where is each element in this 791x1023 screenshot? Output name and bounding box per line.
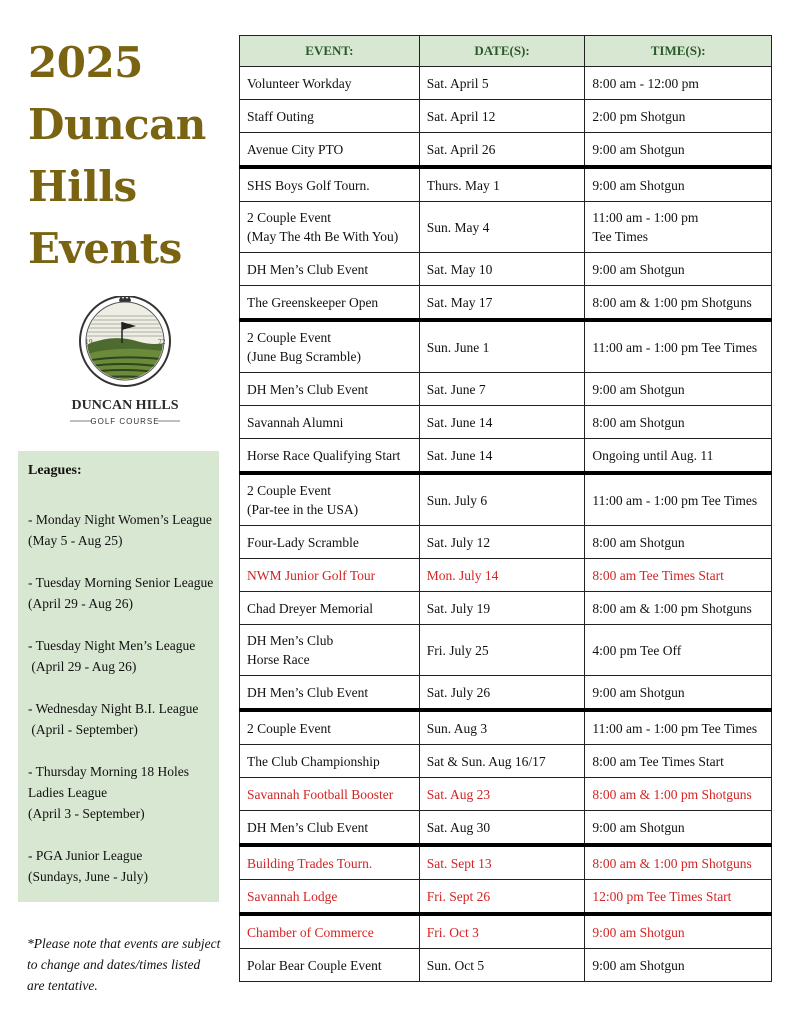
- table-row: [240, 320, 772, 373]
- league-dates: (April 29 - Aug 26): [28, 659, 137, 674]
- event-cell: Staff Outing: [240, 100, 420, 133]
- league-item: [28, 572, 214, 614]
- time-cell: 8:00 am - 12:00 pm: [585, 67, 772, 100]
- date-cell: Sat. June 7: [419, 373, 585, 406]
- league-dates: (May 5 - Aug 25): [28, 533, 123, 548]
- event-name: DH Men’s Club: [247, 633, 334, 648]
- table-row: [240, 625, 772, 676]
- event-name: 2 Couple Event: [247, 330, 331, 345]
- league-title: - Thursday Morning 18 Holes: [28, 764, 189, 779]
- league-title: - Tuesday Morning Senior League: [28, 575, 214, 590]
- event-name: 2 Couple Event: [247, 483, 331, 498]
- league-dates: (Sundays, June - July): [28, 869, 148, 884]
- table-row: [240, 811, 772, 846]
- table-header-row: [240, 36, 772, 67]
- date-cell: Sat. April 26: [419, 133, 585, 168]
- table-row: [240, 133, 772, 168]
- date-cell: Sun. May 4: [419, 202, 585, 253]
- time-cell: 9:00 am Shotgun: [585, 811, 772, 846]
- note-line: *Please note that events are subject: [27, 936, 221, 951]
- table-row: [240, 473, 772, 526]
- event-cell: The Club Championship: [240, 745, 420, 778]
- table-row: [240, 67, 772, 100]
- event-cell: [240, 320, 420, 373]
- date-cell: Sat. Aug 23: [419, 778, 585, 811]
- time-cell: 12:00 pm Tee Times Start: [585, 880, 772, 915]
- date-cell: Sat. June 14: [419, 406, 585, 439]
- date-cell: Sat. April 12: [419, 100, 585, 133]
- event-cell: Building Trades Tourn.: [240, 845, 420, 880]
- logo-emblem: [60, 296, 190, 431]
- time-cell: Ongoing until Aug. 11: [585, 439, 772, 474]
- event-cell: NWM Junior Golf Tour: [240, 559, 420, 592]
- note-line: are tentative.: [27, 978, 98, 993]
- table-row: [240, 167, 772, 202]
- title-line-hills: Hills: [28, 162, 137, 211]
- logo-year-right: 72: [158, 339, 166, 346]
- header-time: TIME(S):: [585, 36, 772, 67]
- page-title: [28, 32, 228, 280]
- event-cell: Savannah Lodge: [240, 880, 420, 915]
- event-cell: Chamber of Commerce: [240, 914, 420, 949]
- header-date: DATE(S):: [419, 36, 585, 67]
- time-cell: 9:00 am Shotgun: [585, 167, 772, 202]
- title-line-duncan: Duncan: [28, 100, 206, 149]
- time-cell: 8:00 am Tee Times Start: [585, 745, 772, 778]
- time-cell: 9:00 am Shotgun: [585, 949, 772, 982]
- date-cell: Sat & Sun. Aug 16/17: [419, 745, 585, 778]
- date-cell: Sat. July 19: [419, 592, 585, 625]
- leagues-heading: Leagues:: [28, 463, 82, 478]
- event-cell: [240, 202, 420, 253]
- time-cell: 9:00 am Shotgun: [585, 253, 772, 286]
- time-cell: 4:00 pm Tee Off: [585, 625, 772, 676]
- league-item: [28, 698, 209, 740]
- logo-year-left: 19: [85, 339, 93, 346]
- table-row: [240, 439, 772, 474]
- date-cell: Sat. July 12: [419, 526, 585, 559]
- date-cell: Sun. June 1: [419, 320, 585, 373]
- table-row: [240, 373, 772, 406]
- time-cell: 9:00 am Shotgun: [585, 373, 772, 406]
- league-title: - Monday Night Women’s League: [28, 512, 212, 527]
- leagues-panel: [18, 451, 219, 902]
- time-cell: 9:00 am Shotgun: [585, 133, 772, 168]
- event-cell: Savannah Football Booster: [240, 778, 420, 811]
- league-dates: (April 3 - September): [28, 806, 145, 821]
- league-title: - PGA Junior League: [28, 848, 143, 863]
- table-row: [240, 710, 772, 745]
- duncan-hills-logo: [60, 296, 190, 431]
- event-cell: DH Men’s Club Event: [240, 253, 420, 286]
- table-row: [240, 286, 772, 321]
- date-cell: Sun. July 6: [419, 473, 585, 526]
- date-cell: Fri. July 25: [419, 625, 585, 676]
- table-row: [240, 526, 772, 559]
- table-row: [240, 845, 772, 880]
- date-cell: Sat. May 17: [419, 286, 585, 321]
- table-row: [240, 745, 772, 778]
- date-cell: Sat. June 14: [419, 439, 585, 474]
- date-cell: Sun. Oct 5: [419, 949, 585, 982]
- table-row: [240, 406, 772, 439]
- league-item: [28, 635, 209, 677]
- table-row: [240, 914, 772, 949]
- time-cell: 8:00 am & 1:00 pm Shotguns: [585, 845, 772, 880]
- league-item: [28, 761, 209, 824]
- table-row: [240, 253, 772, 286]
- event-cell: [240, 625, 420, 676]
- table-row: [240, 592, 772, 625]
- event-cell: DH Men’s Club Event: [240, 373, 420, 406]
- time-cell: [585, 202, 772, 253]
- time-cell: 11:00 am - 1:00 pm Tee Times: [585, 320, 772, 373]
- event-name: 2 Couple Event: [247, 210, 331, 225]
- league-title: - Tuesday Night Men’s League: [28, 638, 196, 653]
- event-cell: Horse Race Qualifying Start: [240, 439, 420, 474]
- date-cell: Sat. May 10: [419, 253, 585, 286]
- table-row: [240, 202, 772, 253]
- league-item: [28, 845, 209, 887]
- table-row: [240, 778, 772, 811]
- league-title-cont: Ladies League: [28, 785, 108, 800]
- event-subtitle: (June Bug Scramble): [247, 349, 361, 364]
- event-subtitle: (Par-tee in the USA): [247, 502, 359, 517]
- date-cell: Fri. Sept 26: [419, 880, 585, 915]
- note-line: to change and dates/times listed: [27, 957, 201, 972]
- date-cell: Sat. Sept 13: [419, 845, 585, 880]
- date-cell: Sat. April 5: [419, 67, 585, 100]
- time-cell: 11:00 am - 1:00 pm Tee Times: [585, 473, 772, 526]
- time-cell: 8:00 am Tee Times Start: [585, 559, 772, 592]
- event-cell: Four-Lady Scramble: [240, 526, 420, 559]
- time-cell: 2:00 pm Shotgun: [585, 100, 772, 133]
- table-row: [240, 949, 772, 982]
- table-row: [240, 100, 772, 133]
- time-line-2: Tee Times: [592, 229, 649, 244]
- table-row: [240, 676, 772, 711]
- time-cell: 8:00 am & 1:00 pm Shotguns: [585, 592, 772, 625]
- time-cell: 8:00 am Shotgun: [585, 406, 772, 439]
- league-dates: (April - September): [28, 722, 138, 737]
- league-item: [28, 509, 212, 551]
- time-cell: 8:00 am & 1:00 pm Shotguns: [585, 286, 772, 321]
- event-cell: Polar Bear Couple Event: [240, 949, 420, 982]
- table-row: [240, 880, 772, 915]
- date-cell: Sat. July 26: [419, 676, 585, 711]
- disclaimer-note: [27, 933, 227, 996]
- date-cell: Mon. July 14: [419, 559, 585, 592]
- date-cell: Thurs. May 1: [419, 167, 585, 202]
- title-line-events: Events: [28, 224, 182, 273]
- time-cell: 8:00 am & 1:00 pm Shotguns: [585, 778, 772, 811]
- date-cell: Fri. Oct 3: [419, 914, 585, 949]
- date-cell: Sat. Aug 30: [419, 811, 585, 846]
- event-cell: 2 Couple Event: [240, 710, 420, 745]
- logo-name: DUNCAN HILLS: [71, 398, 179, 413]
- event-cell: SHS Boys Golf Tourn.: [240, 167, 420, 202]
- table-row: [240, 559, 772, 592]
- time-line: 11:00 am - 1:00 pm: [592, 210, 699, 225]
- time-cell: 9:00 am Shotgun: [585, 914, 772, 949]
- league-dates: (April 29 - Aug 26): [28, 596, 133, 611]
- event-cell: Avenue City PTO: [240, 133, 420, 168]
- time-cell: 8:00 am Shotgun: [585, 526, 772, 559]
- time-cell: 9:00 am Shotgun: [585, 676, 772, 711]
- logo-subtitle: GOLF COURSE: [90, 417, 160, 426]
- event-cell: DH Men’s Club Event: [240, 811, 420, 846]
- title-year: 2025: [28, 38, 143, 87]
- event-cell: [240, 473, 420, 526]
- event-cell: Volunteer Workday: [240, 67, 420, 100]
- event-cell: DH Men’s Club Event: [240, 676, 420, 711]
- date-cell: Sun. Aug 3: [419, 710, 585, 745]
- event-subtitle: Horse Race: [247, 652, 310, 667]
- events-table: [239, 35, 772, 982]
- event-subtitle: (May The 4th Be With You): [247, 229, 399, 244]
- header-event: EVENT:: [240, 36, 420, 67]
- event-cell: Savannah Alumni: [240, 406, 420, 439]
- event-cell: Chad Dreyer Memorial: [240, 592, 420, 625]
- league-title: - Wednesday Night B.I. League: [28, 701, 199, 716]
- event-cell: The Greenskeeper Open: [240, 286, 420, 321]
- time-cell: 11:00 am - 1:00 pm Tee Times: [585, 710, 772, 745]
